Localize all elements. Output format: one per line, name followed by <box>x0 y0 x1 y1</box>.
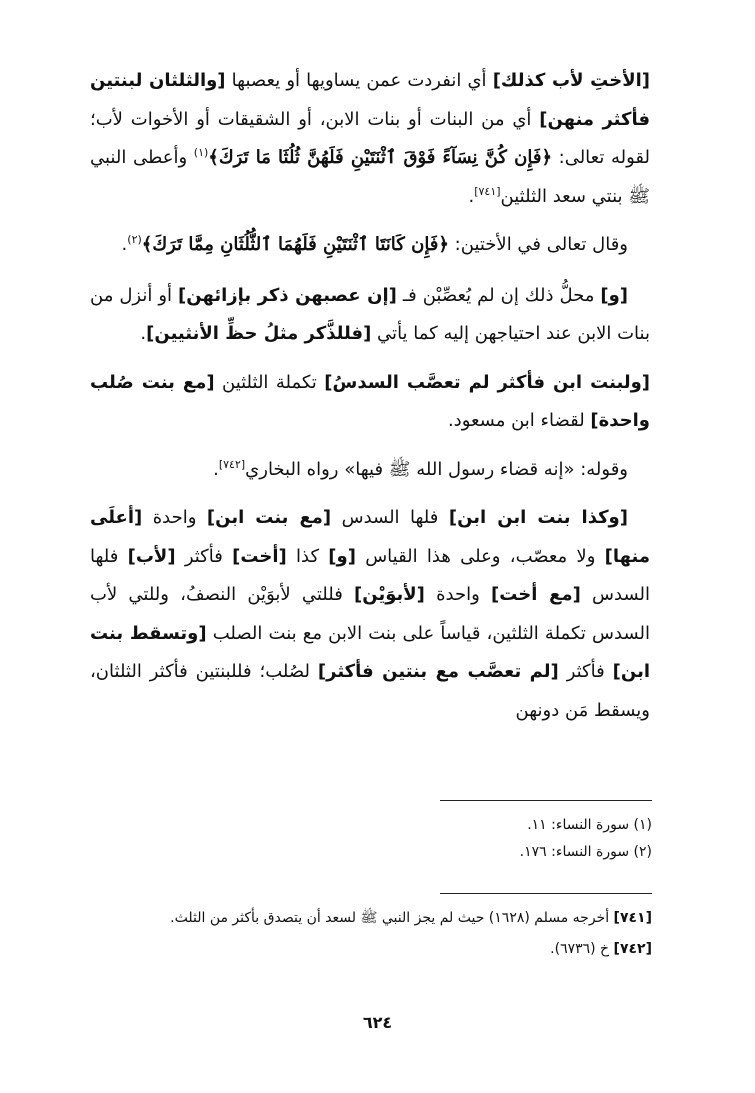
matn-text: [أعلَى منها] <box>90 507 651 567</box>
matn-text: [لأب] <box>127 545 176 567</box>
sharh-text: واحدة <box>424 584 491 605</box>
footnote-item: (١) سورة النساء: ١١. <box>527 817 652 833</box>
quran-verse: ﴿فَإِن كَانَتَا ٱثْنَتَيْنِ فَلَهُمَا ٱلثُّلُثَانِ مِمَّا تَرَكَ﴾ <box>141 234 449 255</box>
hadith-ref: [٧٤٢] <box>218 457 246 471</box>
hadith-note-number: [٧٤١] <box>613 910 652 926</box>
matn-text: [وكذا بنت ابن ابن] <box>448 507 628 528</box>
sharh-text: وأعطى النبي ﷺ بنتي سعد الثلثين <box>90 147 650 207</box>
paragraph-4 <box>90 364 650 441</box>
matn-text: [لأبوَيْن] <box>354 584 425 605</box>
matn-text: [لم تعصَّب مع بنتين فأكثر] <box>317 661 559 682</box>
sharh-text: واحدة <box>142 507 207 528</box>
matn-text: [و] <box>600 284 628 306</box>
sharh-text: لقضاء ابن مسعود. <box>447 410 591 431</box>
sharh-text: وقال تعالى في الأختين: <box>448 234 628 255</box>
footnote-ref: (٢) <box>127 233 142 246</box>
sharh-text: فللتي لأبوَيْن النصفُ، وللتي لأب السدس تكملة الثلثين، قياساً على بنت الابن مع بنت الصلب <box>90 584 650 644</box>
sharh-text: كذا <box>286 545 329 567</box>
paragraph-6 <box>90 499 650 730</box>
matn-text: [مع بنت ابن] <box>206 507 332 528</box>
hadith-notes-divider <box>440 893 652 894</box>
matn-text: [و] <box>328 545 356 567</box>
hadith-note-text: أخرجه مسلم (١٦٢٨) حيث لم يجز النبي ﷺ لسعد أن يتصدق بأكثر من الثلث. <box>170 910 614 926</box>
paragraph-3 <box>90 277 650 354</box>
sharh-text: أو أنزل من بنات الابن عند احتياجهن إليه كما يأتي <box>90 284 650 344</box>
main-text <box>90 62 650 730</box>
sharh-text: . <box>140 323 147 344</box>
page-number: ٦٢٤ <box>362 1013 393 1032</box>
sharh-text: فلها السدس <box>90 545 650 605</box>
sharh-text: وقوله: «إنه قضاء رسول الله ﷺ فيها» رواه البخاري <box>245 458 628 480</box>
matn-text: [إن عصبهن ذكر بإزائهن] <box>178 284 397 306</box>
hadith-note-text: خ (٦٧٣٦). <box>550 941 614 957</box>
quran-verse: ﴿فَإِن كُنَّ نِسَآءً فَوْقَ ٱثْنَتَيْنِ فَلَهُنَّ ثُلُثَا مَا تَرَكَ﴾ <box>208 147 553 168</box>
matn-text: [فللذَّكر مثلُ حظِّ الأنثيين] <box>146 323 372 344</box>
footnote-divider <box>440 800 652 801</box>
footnotes <box>100 812 652 866</box>
footnote-item: (٢) سورة النساء: ١٧٦. <box>519 844 652 860</box>
sharh-text: أي من البنات أو بنات الابن، أو الشقيقات أو الأخوات لأب؛ لقوله تعالى: <box>90 108 650 168</box>
sharh-text: فأكثر <box>558 661 613 682</box>
paragraph-5 <box>90 451 650 490</box>
matn-text: [ولبنت ابن فأكثر لم تعصَّب السدسُ] <box>324 371 650 393</box>
matn-text: [والثلثان لبنتين فأكثر منهن] <box>90 70 650 130</box>
matn-text: [الأختِ لأب كذلك] <box>492 70 650 91</box>
sharh-text: لصُلب؛ فللبنتين فأكثر الثلثان، ويسقط مَن دونهن <box>90 661 650 721</box>
sharh-text: . <box>121 234 128 255</box>
sharh-text: . <box>213 458 219 480</box>
hadith-note <box>100 936 652 963</box>
hadith-notes <box>100 905 652 963</box>
matn-text: [أخت] <box>232 545 287 567</box>
paragraph-2 <box>90 226 650 265</box>
sharh-text: تكملة الثلثين <box>214 371 325 393</box>
matn-text: [مع أخت] <box>490 584 581 605</box>
matn-text: [وتسقط بنت ابن] <box>90 622 650 682</box>
sharh-text: أي انفردت عمن يساويها أو يعصبها <box>225 70 493 91</box>
sharh-text: فلها السدس <box>331 507 449 528</box>
footnote-ref: (١) <box>193 146 209 159</box>
hadith-ref: [٧٤١] <box>474 184 501 198</box>
hadith-note <box>100 905 652 932</box>
sharh-text: فأكثر <box>175 545 233 567</box>
hadith-note-number: [٧٤٢] <box>613 941 652 957</box>
sharh-text: محلُّ ذلك إن لم يُعصِّبْن فـ <box>396 284 601 306</box>
sharh-text: . <box>468 185 475 207</box>
paragraph-1 <box>90 62 650 216</box>
sharh-text: ولا معصّب، وعلى هذا القياس <box>355 545 605 567</box>
matn-text: [مع بنت صُلب واحدة] <box>90 371 650 431</box>
